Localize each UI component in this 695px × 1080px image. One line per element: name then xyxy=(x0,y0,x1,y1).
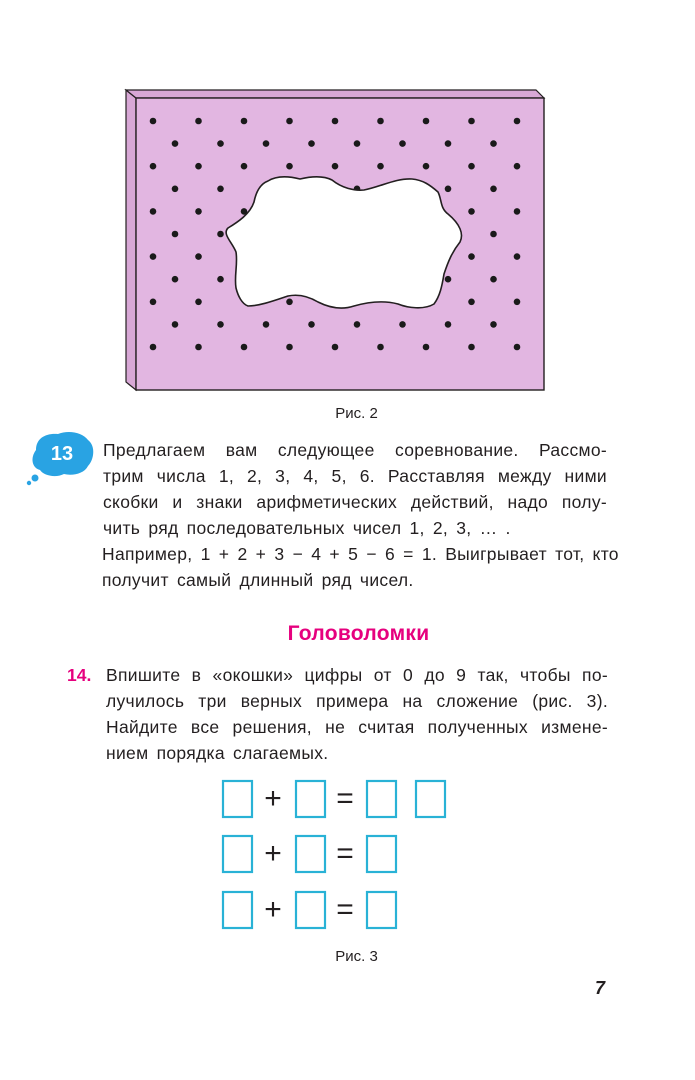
digit-box xyxy=(223,781,252,817)
peg-dot xyxy=(241,163,248,170)
peg-dot xyxy=(490,321,497,328)
figure2-caption: Рис. 2 xyxy=(335,405,378,422)
task13-line: Предлагаем вам следующее соревнование. Рассмо- xyxy=(103,440,607,460)
peg-dot xyxy=(172,321,179,328)
peg-dot xyxy=(263,140,270,147)
puzzle-row-2 xyxy=(223,836,396,872)
pegboard-hole xyxy=(226,177,461,308)
digit-box xyxy=(223,892,252,928)
peg-dot xyxy=(308,321,315,328)
puzzle-row-3 xyxy=(223,892,396,928)
peg-dot xyxy=(468,118,475,125)
task13-badge xyxy=(26,428,96,488)
peg-dot xyxy=(514,299,521,306)
pegboard-top-edge xyxy=(126,90,544,98)
peg-dot xyxy=(172,276,179,283)
peg-dot xyxy=(172,186,179,193)
peg-dot xyxy=(332,118,339,125)
peg-dot xyxy=(241,118,248,125)
peg-dot xyxy=(195,253,202,260)
digit-box xyxy=(367,836,396,872)
peg-dot xyxy=(150,344,157,351)
puzzle-row-1 xyxy=(223,781,445,817)
peg-dot xyxy=(514,163,521,170)
peg-dot xyxy=(195,299,202,306)
peg-dot xyxy=(172,231,179,238)
peg-dot xyxy=(468,253,475,260)
page-number: 7 xyxy=(595,978,606,998)
peg-dot xyxy=(286,118,293,125)
task13-line: получит самый длинный ряд чисел. xyxy=(102,570,414,590)
digit-box xyxy=(296,781,325,817)
task13-line: скобки и знаки арифметических действий, надо полу- xyxy=(103,492,607,512)
peg-dot xyxy=(286,344,293,351)
peg-dot xyxy=(195,118,202,125)
peg-dot xyxy=(195,208,202,215)
peg-dot xyxy=(490,276,497,283)
peg-dot xyxy=(195,163,202,170)
digit-box xyxy=(296,836,325,872)
digit-box xyxy=(367,781,396,817)
pegboard-figure xyxy=(118,84,550,394)
digit-box xyxy=(416,781,445,817)
peg-dot xyxy=(150,299,157,306)
task13-line: трим числа 1, 2, 3, 4, 5, 6. Расставляя между ними xyxy=(103,466,607,486)
task14-line: нием порядка слагаемых. xyxy=(106,743,329,763)
peg-dot xyxy=(514,344,521,351)
peg-dot xyxy=(241,344,248,351)
plus-sign: + xyxy=(264,893,282,926)
peg-dot xyxy=(150,253,157,260)
peg-dot xyxy=(150,163,157,170)
digit-box xyxy=(367,892,396,928)
peg-dot xyxy=(514,118,521,125)
peg-dot xyxy=(286,163,293,170)
peg-dot xyxy=(445,276,452,283)
peg-dot xyxy=(514,253,521,260)
peg-dot xyxy=(217,186,224,193)
peg-dot xyxy=(514,208,521,215)
pegboard-side-edge xyxy=(126,90,136,390)
peg-dot xyxy=(423,118,430,125)
peg-dot xyxy=(399,140,406,147)
peg-dot xyxy=(468,163,475,170)
peg-dot xyxy=(217,140,224,147)
peg-dot xyxy=(468,208,475,215)
figure3-caption: Рис. 3 xyxy=(335,948,378,965)
peg-dot xyxy=(308,140,315,147)
peg-dot xyxy=(423,344,430,351)
cloud-bubble-icon xyxy=(32,475,39,482)
task14-text xyxy=(106,662,608,766)
peg-dot xyxy=(490,231,497,238)
addition-puzzle-figure xyxy=(210,772,460,942)
peg-dot xyxy=(332,344,339,351)
peg-dot xyxy=(332,163,339,170)
peg-dot xyxy=(423,163,430,170)
peg-dot xyxy=(150,118,157,125)
peg-dot xyxy=(468,344,475,351)
peg-dot xyxy=(263,321,270,328)
peg-dot xyxy=(445,140,452,147)
peg-dot xyxy=(217,231,224,238)
equals-sign: = xyxy=(336,837,354,870)
peg-dot xyxy=(217,276,224,283)
peg-dot xyxy=(490,140,497,147)
task14-line: Найдите все решения, не считая полученных измене- xyxy=(106,717,608,737)
section-heading: Головоломки xyxy=(287,622,430,645)
task13-text xyxy=(102,437,619,593)
peg-dot xyxy=(354,321,361,328)
digit-box xyxy=(223,836,252,872)
plus-sign: + xyxy=(264,837,282,870)
digit-box xyxy=(296,892,325,928)
equals-sign: = xyxy=(336,782,354,815)
peg-dot xyxy=(377,163,384,170)
peg-dot xyxy=(217,321,224,328)
peg-dot xyxy=(468,299,475,306)
peg-dot xyxy=(377,344,384,351)
peg-dot xyxy=(445,321,452,328)
task13-line: чить ряд последовательных чисел 1, 2, 3, … . xyxy=(103,518,511,538)
cloud-bubble-small-icon xyxy=(27,481,31,485)
equals-sign: = xyxy=(336,893,354,926)
peg-dot xyxy=(195,344,202,351)
task14-line: лучилось три верных примера на сложение (рис. 3). xyxy=(106,691,608,711)
task13-line: Например, 1 + 2 + 3 − 4 + 5 − 6 = 1. Выигрывает тот, кто xyxy=(102,544,619,564)
plus-sign: + xyxy=(264,782,282,815)
peg-dot xyxy=(490,186,497,193)
task14-line: Впишите в «окошки» цифры от 0 до 9 так, чтобы по- xyxy=(106,665,608,685)
peg-dot xyxy=(445,186,452,193)
peg-dot xyxy=(286,299,293,306)
peg-dot xyxy=(172,140,179,147)
peg-dot xyxy=(377,118,384,125)
peg-dot xyxy=(150,208,157,215)
task13-number: 13 xyxy=(50,443,74,465)
task14-number: 14. xyxy=(67,665,92,685)
peg-dot xyxy=(354,140,361,147)
peg-dot xyxy=(399,321,406,328)
